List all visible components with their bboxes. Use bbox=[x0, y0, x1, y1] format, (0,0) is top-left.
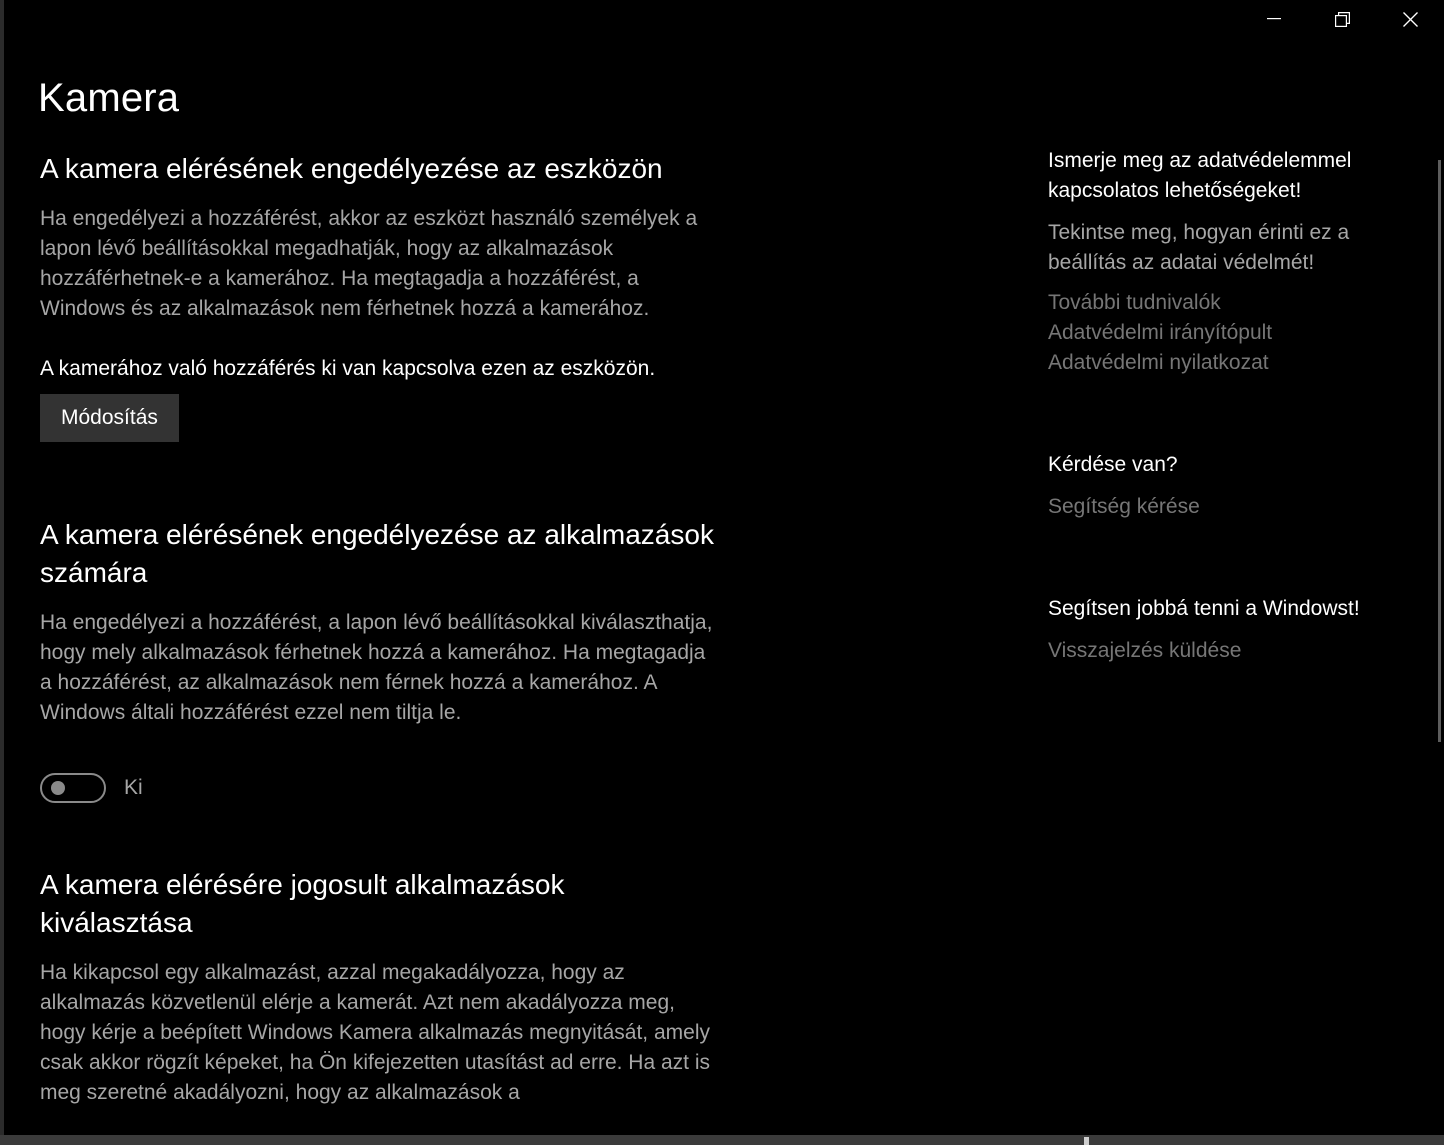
page-title: Kamera bbox=[38, 76, 180, 120]
device-access-description: Ha engedélyezi a hozzáférést, akkor az eszközt használó személyek a lapon lévő beállításokkal megadhatják, hogy az alkalmazások hozzáférhetnek-e a kamerához. Ha megtagadja a hozzáférést, a Windows és az alkalmazások nem férhetnek hozzá a kamerához. bbox=[40, 207, 698, 320]
minimize-icon bbox=[1267, 18, 1281, 20]
privacy-heading: Ismerje meg az adatvédelemmel kapcsolatos lehetőségeket! bbox=[1048, 149, 1352, 202]
toggle-knob bbox=[51, 781, 65, 795]
choose-apps-description: Ha kikapcsol egy alkalmazást, azzal megakadályozza, hogy az alkalmazás közvetlenül elérje a kamerát. Azt nem akadályozza meg, hogy kérje a beépített Windows Kamera alkalmazás megnyitását, amely csak akkor rögzít képeket, ha Ön kifejezetten utasítást ad erre. Ha azt is meg szeretné akadályozni, hogy az alkalmazások a bbox=[40, 961, 710, 1104]
scrollbar[interactable] bbox=[1438, 160, 1441, 742]
window-controls bbox=[1240, 0, 1444, 38]
learn-more-link[interactable]: További tudnivalók bbox=[1048, 291, 1221, 314]
restore-button[interactable] bbox=[1308, 0, 1376, 38]
taskbar-edge bbox=[0, 1135, 1444, 1145]
window-border bbox=[0, 0, 4, 1145]
minimize-button[interactable] bbox=[1240, 0, 1308, 38]
change-button[interactable]: Módosítás bbox=[40, 394, 179, 442]
app-access-toggle[interactable] bbox=[40, 773, 106, 803]
restore-icon bbox=[1335, 12, 1350, 27]
privacy-links bbox=[1048, 288, 1428, 378]
get-help-link[interactable]: Segítség kérése bbox=[1048, 495, 1200, 518]
send-feedback-link[interactable]: Visszajelzés küldése bbox=[1048, 639, 1242, 662]
sidebar bbox=[1048, 146, 1428, 666]
app-access-heading: A kamera elérésének engedélyezése az alkalmazások számára bbox=[40, 519, 714, 588]
main-content bbox=[40, 150, 720, 1108]
toggle-state-label: Ki bbox=[124, 776, 143, 799]
device-access-status: A kamerához való hozzáférés ki van kapcsolva ezen az eszközön. bbox=[40, 357, 656, 380]
privacy-dashboard-link[interactable]: Adatvédelmi irányítópult bbox=[1048, 321, 1273, 344]
choose-apps-heading: A kamera elérésére jogosult alkalmazások kiválasztása bbox=[40, 869, 565, 938]
taskbar-indicator bbox=[1084, 1137, 1089, 1145]
app-access-toggle-row bbox=[40, 773, 720, 803]
privacy-text: Tekintse meg, hogyan érinti ez a beállítás az adatai védelmét! bbox=[1048, 221, 1350, 274]
close-icon bbox=[1403, 12, 1418, 27]
device-access-heading: A kamera elérésének engedélyezése az eszközön bbox=[40, 153, 663, 184]
app-access-description: Ha engedélyezi a hozzáférést, a lapon lévő beállításokkal kiválaszthatja, hogy mely alkalmazások férhetnek hozzá a kamerához. Ha megtagadja a hozzáférést, az alkalmazások nem férnek hozzá a kamerához. A Windows általi hozzáférést ezzel nem tiltja le. bbox=[40, 611, 713, 724]
close-button[interactable] bbox=[1376, 0, 1444, 38]
privacy-statement-link[interactable]: Adatvédelmi nyilatkozat bbox=[1048, 351, 1269, 374]
feedback-heading: Segítsen jobbá tenni a Windowst! bbox=[1048, 597, 1360, 620]
question-heading: Kérdése van? bbox=[1048, 453, 1178, 476]
